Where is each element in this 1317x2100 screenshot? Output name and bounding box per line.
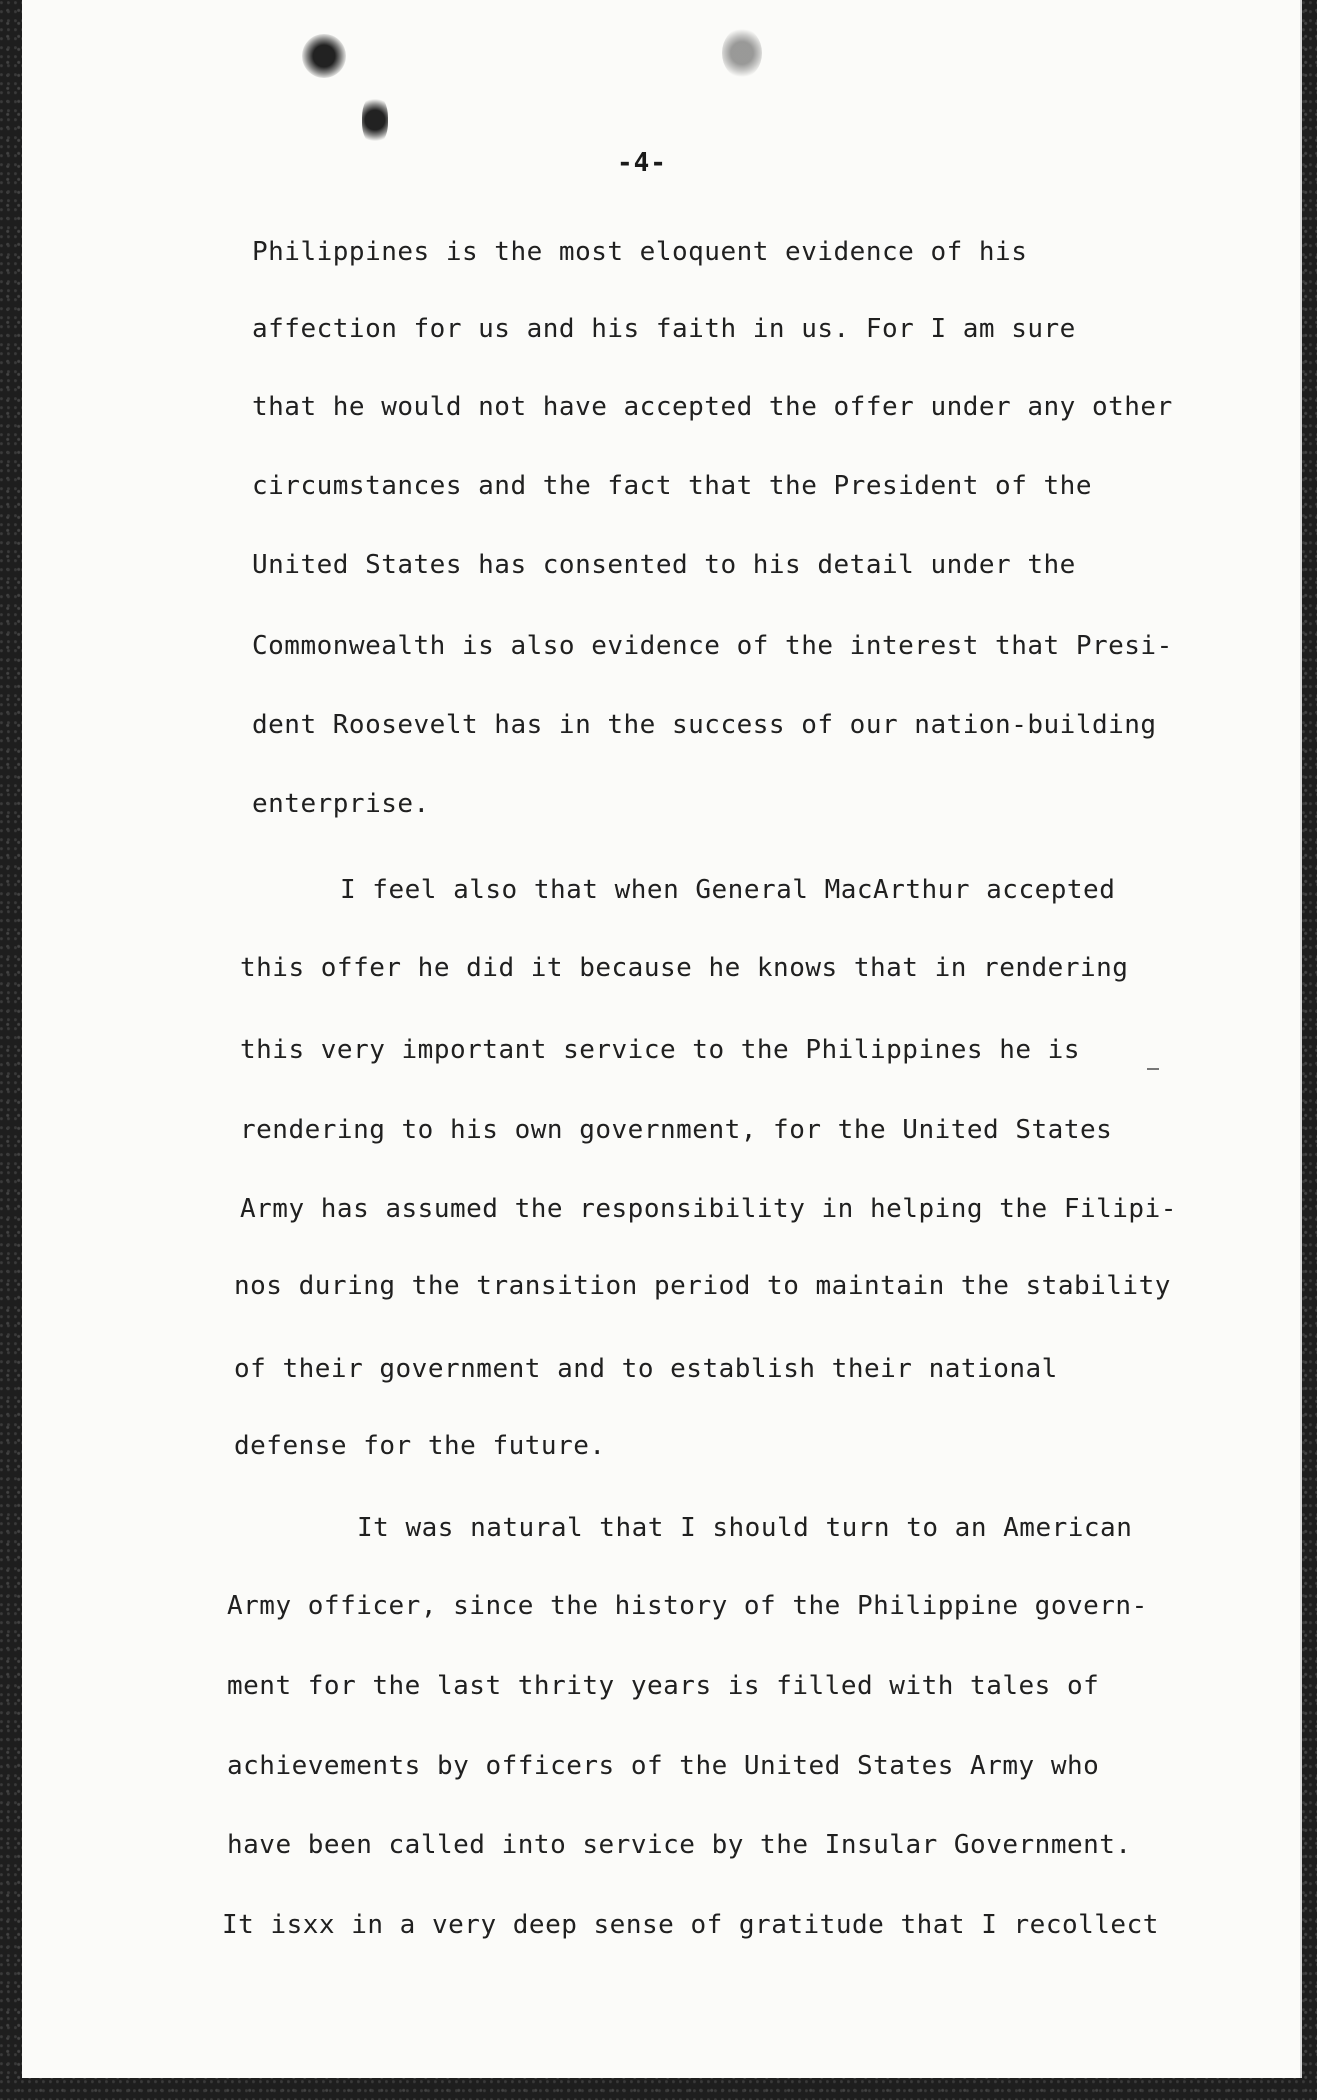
paragraph-start-line: I feel also that when General MacArthur accepted	[340, 875, 1116, 905]
margin-mark	[1147, 1068, 1159, 1070]
text-line: nos during the transition period to maintain the stability	[234, 1271, 1171, 1301]
text-line: achievements by officers of the United States Army who	[227, 1751, 1100, 1781]
text-line: of their government and to establish their national	[234, 1354, 1058, 1384]
text-line: have been called into service by the Insular Government.	[227, 1830, 1132, 1860]
text-line: Army officer, since the history of the Philippine govern-	[227, 1591, 1148, 1621]
typewritten-page	[22, 0, 1302, 2078]
text-line: dent Roosevelt has in the success of our nation-building	[252, 710, 1157, 740]
ink-blot-mark	[722, 28, 762, 78]
paragraph-start-line: It was natural that I should turn to an American	[357, 1513, 1133, 1543]
text-line: enterprise.	[252, 789, 430, 819]
ink-blot-mark	[362, 95, 388, 145]
text-line: this very important service to the Philippines he is	[240, 1035, 1080, 1065]
text-line: Army has assumed the responsibility in helping the Filipi-	[240, 1194, 1177, 1224]
text-line: United States has consented to his detail under the	[252, 550, 1076, 580]
text-line: affection for us and his faith in us. For I am sure	[252, 314, 1076, 344]
text-line: this offer he did it because he knows that in rendering	[240, 953, 1129, 983]
text-line: circumstances and the fact that the President of the	[252, 471, 1092, 501]
text-line: rendering to his own government, for the United States	[240, 1115, 1113, 1145]
text-line: ment for the last thrity years is filled with tales of	[227, 1671, 1100, 1701]
text-line: defense for the future.	[234, 1431, 606, 1461]
text-line: that he would not have accepted the offer under any other	[252, 392, 1173, 422]
page-number: -4-	[617, 148, 667, 178]
ink-blot-mark	[302, 34, 346, 78]
text-line: It isxx in a very deep sense of gratitude that I recollect	[222, 1910, 1159, 1940]
text-line: Commonwealth is also evidence of the interest that Presi-	[252, 631, 1173, 661]
text-line: Philippines is the most eloquent evidence of his	[252, 237, 1028, 267]
